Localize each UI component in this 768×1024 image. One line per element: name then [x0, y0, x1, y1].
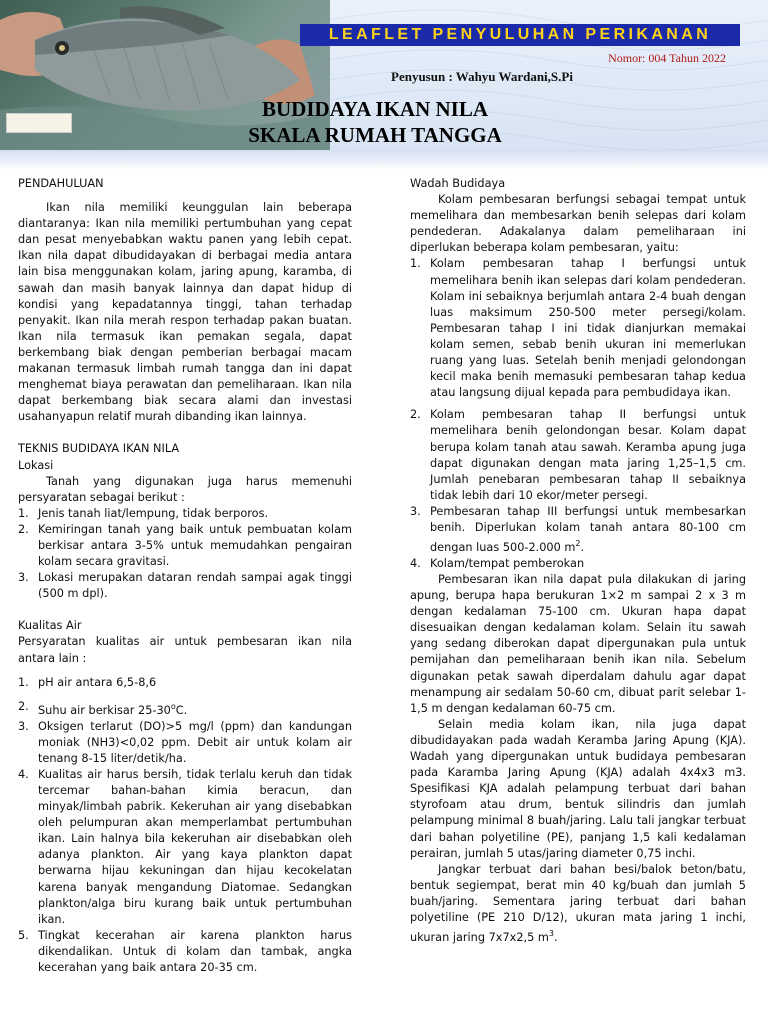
- page-title-line-1: BUDIDAYA IKAN NILA: [261, 97, 488, 121]
- section-heading-teknis: TEKNIS BUDIDAYA IKAN NILA: [18, 442, 180, 456]
- section-heading-wadah-budidaya: Wadah Budidaya: [410, 177, 506, 190]
- author-line: Penyusun : Wahyu Wardani,S.Pi: [391, 69, 573, 84]
- kja-paragraph: Selain media kolam ikan, nila juga dapat dibudidayakan pada wadah Keramba Jaring Apung (KJA). Wadah yang dipergunakan untuk budidaya pembesaran pada Karamba Jaring Apung (KJA) adalah 4x4x3 m3. Spesifikasi KJA adalah pelampung terbuat dari bahan styrofoam atau drum, bentuk silindris dan jumlah pelampung minimal 8 buah/jaring. Lalu tali jangkar terbuat dari bahan polyetiline (PE), panjang 1,5 kali kedalaman perairan, jumlah 5 utas/jaring diameter 0,75 inchi.: [410, 717, 746, 860]
- list-item: 2. Kemiringan tanah yang baik untuk pembuatan kolam berkisar antara 3-5% untuk memudahkan pengairan kolam secara gravitasi.: [18, 522, 352, 569]
- jangkar-paragraph: Jangkar terbuat dari bahan besi/balok beton/batu, bentuk segiempat, berat min 40 kg/buah dan jumlah 5 buah/jaring. Sementara jaring terbuat dari bahan polyetiline (PE 210 D/12), ukuran mata jaring 1 inchi, ukuran jaring 7x7x2,5 $m^3$.: [410, 862, 746, 944]
- document-number: Nomor: 004 Tahun 2022: [608, 51, 726, 65]
- list-item: 4. Kualitas air harus bersih, tidak terlalu keruh dan tidak tercemar bahan-bahan kimia beracun, dan minyak/limbah pabrik. Kekeruhan air yang disebabkan oleh pelumpuran akan memperlambat pertumbuhan ikan. Lain halnya bila kekeruhan air disebabkan oleh adanya plankton. Air yang kaya plankton dapat berwarna hijau kekuningan dan hijau kecokelatan karena banyak mengandung Diatomae. Sedangkan plankton/alga biru kurang baik untuk pertumbuhan ikan.: [18, 767, 352, 926]
- subheading-lokasi: Lokasi: [18, 458, 54, 472]
- list-item: 3. Pembesaran tahap III berfungsi untuk membesarkan benih. Diperlukan kolam tanah antara 80-100 cm dengan luas 500-2.000 $m^2$.: [410, 504, 746, 554]
- wadah-intro: Kolam pembesaran berfungsi sebagai tempat untuk memelihara dan membesarkan benih selepas dari kolam pendederan. Adakalanya dalam pemeliharaan ini diperlukan beberapa kolam pembesaran, yaitu:: [410, 193, 746, 255]
- photo-label-box: [6, 113, 72, 133]
- list-item: 4. Kolam/tempat pemberokan: [410, 556, 585, 570]
- section-heading-kualitas-air: Kualitas Air: [18, 619, 82, 633]
- right-column: [410, 176, 746, 946]
- list-item: 1. Jenis tanah liat/lempung, tidak berporos.: [18, 506, 269, 520]
- list-item: 2. Kolam pembesaran tahap II berfungsi untuk memelihara benih gelondongan besar. Kolam dapat berupa kolam tanah atau sawah. Keramba apung juga dapat digunakan dengan mata jaring 1,25–1,5 cm. Jumlah penebaran pembesaran tahap II sebaiknya tidak lebih dari 10 ekor/meter persegi.: [410, 408, 746, 502]
- wadah-list: [410, 256, 746, 572]
- page-title-line-2: SKALA RUMAH TANGGA: [248, 123, 502, 147]
- leaflet-header: [0, 0, 768, 170]
- list-item: 3. Oksigen terlarut (DO)>5 mg/l (ppm) dan kandungan moniak (NH3)<0,02 ppm. Debit air untuk kolam air tenang 8-15 liter/detik/ha.: [18, 719, 352, 765]
- list-item: 3. Lokasi merupakan dataran rendah sampai agak tinggi (500 m dpl).: [18, 571, 352, 601]
- header-fade: [0, 150, 768, 170]
- list-item: 5. Tingkat kecerahan air karena plankton harus dikendalikan. Untuk di kolam dan tambak, angka kecerahan yang baik antara 20-35 cm.: [18, 928, 352, 974]
- pendahuluan-paragraph: Ikan nila memiliki keunggulan lain beberapa diantaranya: Ikan nila memiliki pertumbuhan yang cepat dan pesat menyebabkan waktu panen yang lebih cepat. Ikan nila dapat dibudidayakan di berbagai media antara lain bisa menggunakan kolam, jaring apung, karamba, di sawah dan masih banyak lainnya dan dapat hidup di kondisi yang kepadatannya tinggi, tahan terhadap penyakit. Ikan nila merah respon terhadap pakan buatan. Ikan nila termasuk ikan pemakan segala, dapat berkembang biak dengan pemberian berbagai macam makanan termasuk limbah rumah tangga dan ini dapat menghemat biaya perawatan dan pemeliharaan. Ikan nila dapat berkembang biak secara alami dan investasi usahanyapun relatif murah dibanding ikan lainnya.: [18, 201, 352, 424]
- list-item: 1. pH air antara 6,5-8,6: [18, 675, 157, 689]
- list-item: 2. Suhu air berkisar 25-30$^o$C.: [18, 699, 188, 717]
- jaring-apung-paragraph: Pembesaran ikan nila dapat pula dilakukan di jaring apung, berupa hapa berukuran 1×2 m sampai 2 x 3 m dengan kedalaman 75-100 cm. Ukuran hapa dapat disesuaikan dengan kedalaman kolam. Selain itu sawah yang sedang diberokan dapat dipergunakan pula untuk pemijahan dan pemeliharaan benih ikan nila. Sebelum digunakan petak sawah diperdalam dahulu agar dapat menampung air sedalam 50-60 cm, dibuat parit selebar 1- 1,5 m dengan kedalaman 60-75 cm.: [410, 573, 746, 715]
- series-title: LEAFLET PENYULUHAN PERIKANAN: [300, 24, 740, 46]
- lokasi-intro: Tanah yang digunakan juga harus memenuhi persyaratan sebagai berikut :: [18, 474, 352, 504]
- list-item: 1. Kolam pembesaran tahap I berfungsi untuk memelihara benih ikan selepas dari kolam pendederan. Kolam ini sebaiknya berjumlah antara 2-4 buah dengan luas maksimum 250-500 meter persegi/kolam. Pembesaran tahap I ini tidak dianjurkan memakai kolam semen, sebab benih ukuran ini memerlukan ruang yang luas. Setelah benih menjadi gelondongan kecil maka benih memasuki pembesaran tahap kedua atau langsung dijual kepada para pembudidaya ikan.: [410, 257, 746, 400]
- section-heading-pendahuluan: PENDAHULUAN: [18, 177, 104, 190]
- lokasi-list: [18, 506, 352, 603]
- left-column: [18, 176, 352, 976]
- page-title: [220, 96, 530, 148]
- kualitas-intro: Persyaratan kualitas air untuk pembesaran ikan nila antara lain :: [18, 635, 352, 665]
- kualitas-list: [18, 675, 352, 976]
